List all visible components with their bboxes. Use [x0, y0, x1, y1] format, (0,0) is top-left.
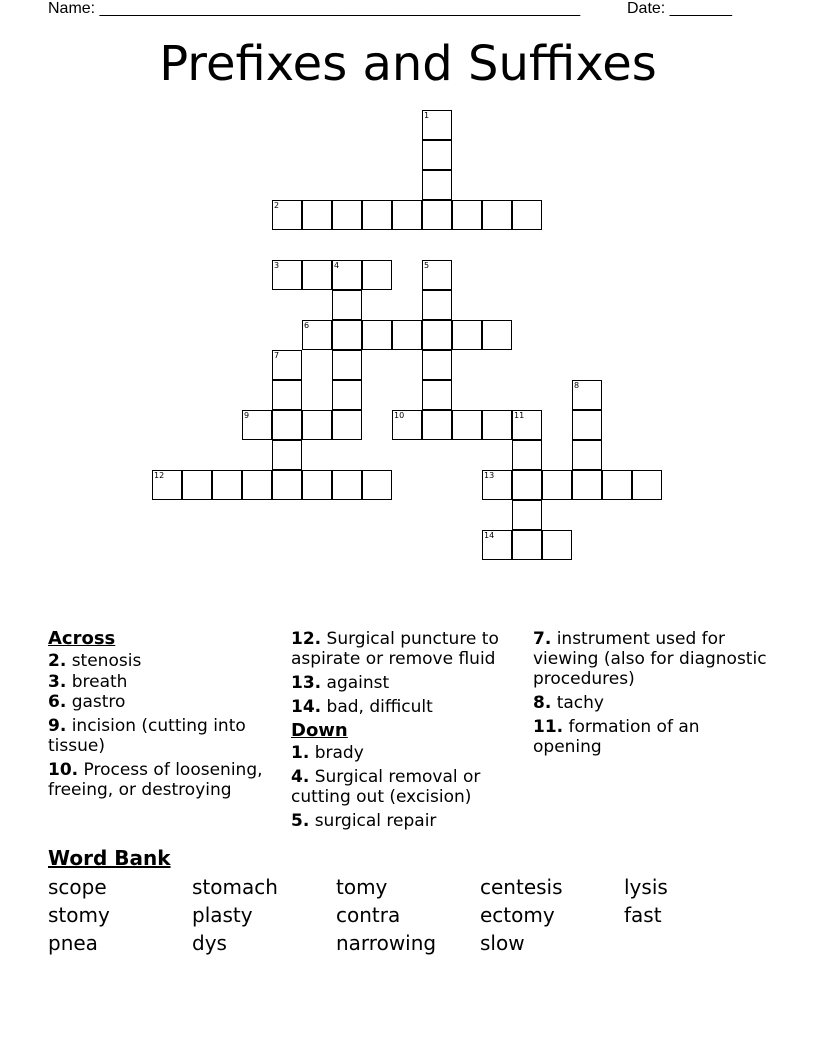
clue-column-1 [48, 629, 288, 804]
crossword-cell[interactable] [362, 200, 392, 230]
word-bank-item: tomy [336, 875, 388, 899]
crossword-cell[interactable] [452, 410, 482, 440]
word-bank-item: contra [336, 903, 401, 927]
clue-number-label: 10 [394, 411, 405, 420]
crossword-cell[interactable] [332, 380, 362, 410]
crossword-cell[interactable] [392, 320, 422, 350]
crossword-cell[interactable] [392, 200, 422, 230]
crossword-cell[interactable] [422, 410, 452, 440]
clue-across-6: 6. gastro [48, 692, 126, 712]
clue-number-label: 11 [514, 411, 525, 420]
crossword-cell[interactable] [362, 260, 392, 290]
crossword-cell[interactable] [422, 200, 452, 230]
clue-down-4: 4. Surgical removal or cutting out (excision) [291, 767, 481, 807]
crossword-cell[interactable] [332, 320, 362, 350]
crossword-cell[interactable] [452, 320, 482, 350]
clue-across-14: 14. bad, difficult [291, 697, 433, 717]
word-bank-item: dys [192, 931, 227, 955]
crossword-cell[interactable] [362, 470, 392, 500]
clue-number-label: 13 [484, 471, 495, 480]
crossword-cell[interactable] [332, 410, 362, 440]
clue-number-label: 14 [484, 531, 495, 540]
word-bank-item: slow [480, 931, 525, 955]
clue-number-label: 9 [244, 411, 250, 420]
down-heading: Down [291, 720, 348, 741]
clue-number-label: 8 [574, 381, 580, 390]
clue-number-label: 5 [424, 261, 430, 270]
crossword-cell[interactable] [512, 470, 542, 500]
across-heading: Across [48, 628, 116, 649]
word-bank-item: lysis [624, 875, 668, 899]
crossword-cell[interactable] [482, 200, 512, 230]
crossword-cell[interactable] [572, 470, 602, 500]
crossword-cell[interactable] [422, 140, 452, 170]
crossword-cell[interactable] [272, 410, 302, 440]
crossword-cell[interactable] [422, 350, 452, 380]
clue-number-label: 6 [304, 321, 310, 330]
crossword-cell[interactable] [302, 410, 332, 440]
crossword-cell[interactable] [302, 470, 332, 500]
crossword-cell[interactable] [602, 470, 632, 500]
crossword-cell[interactable] [272, 380, 302, 410]
clue-down-7: 7. instrument used for viewing (also for diagnostic procedures) [533, 629, 767, 689]
word-bank-title: Word Bank [48, 846, 171, 870]
crossword-cell[interactable] [302, 200, 332, 230]
crossword-cell[interactable] [512, 500, 542, 530]
clue-down-5: 5. surgical repair [291, 811, 437, 831]
word-bank-item: fast [624, 903, 662, 927]
crossword-cell[interactable] [572, 410, 602, 440]
word-bank-item: pnea [48, 931, 98, 955]
name-field[interactable]: Name: ______________________________________________________ [48, 0, 581, 17]
clue-column-3 [533, 629, 773, 761]
crossword-cell[interactable] [212, 470, 242, 500]
crossword-cell[interactable] [302, 260, 332, 290]
crossword-cell[interactable] [332, 470, 362, 500]
crossword-cell[interactable] [572, 440, 602, 470]
word-bank-item: plasty [192, 903, 253, 927]
clue-across-2: 2. stenosis [48, 651, 142, 671]
crossword-cell[interactable] [362, 320, 392, 350]
crossword-cell[interactable] [182, 470, 212, 500]
crossword-cell[interactable] [422, 380, 452, 410]
clue-number-label: 12 [154, 471, 165, 480]
clue-number-label: 2 [274, 201, 280, 210]
clue-column-2 [291, 629, 531, 835]
crossword-cell[interactable] [332, 200, 362, 230]
clue-across-3: 3. breath [48, 672, 128, 692]
crossword-cell[interactable] [512, 530, 542, 560]
crossword-cell[interactable] [542, 470, 572, 500]
clue-across-10: 10. Process of loosening, freeing, or destroying [48, 760, 263, 800]
crossword-cell[interactable] [482, 410, 512, 440]
crossword-cell[interactable] [272, 470, 302, 500]
clue-across-12: 12. Surgical puncture to aspirate or remove fluid [291, 629, 499, 669]
word-bank-item: ectomy [480, 903, 555, 927]
clue-across-9: 9. incision (cutting into tissue) [48, 716, 246, 756]
crossword-cell[interactable] [422, 170, 452, 200]
word-bank-item: centesis [480, 875, 563, 899]
clue-number-label: 1 [424, 111, 430, 120]
crossword-cell[interactable] [242, 470, 272, 500]
crossword-cell[interactable] [422, 320, 452, 350]
clue-number-label: 3 [274, 261, 280, 270]
date-field[interactable]: Date: _______ [627, 0, 732, 17]
word-bank-item: narrowing [336, 931, 437, 955]
crossword-cell[interactable] [332, 350, 362, 380]
crossword-cell[interactable] [422, 290, 452, 320]
crossword-cell[interactable] [542, 530, 572, 560]
clue-number-label: 4 [334, 261, 340, 270]
clue-down-11: 11. formation of an opening [533, 717, 700, 757]
crossword-cell[interactable] [272, 440, 302, 470]
crossword-cell[interactable] [632, 470, 662, 500]
crossword-cell[interactable] [482, 320, 512, 350]
word-bank-item: stomach [192, 875, 278, 899]
crossword-cell[interactable] [332, 290, 362, 320]
clue-down-8: 8. tachy [533, 693, 604, 713]
clue-across-13: 13. against [291, 673, 390, 693]
word-bank-item: scope [48, 875, 107, 899]
crossword-cell[interactable] [512, 200, 542, 230]
crossword-cell[interactable] [452, 200, 482, 230]
page-title: Prefixes and Suffixes [159, 36, 657, 92]
crossword-cell[interactable] [512, 440, 542, 470]
clue-number-label: 7 [274, 351, 280, 360]
word-bank-item: stomy [48, 903, 110, 927]
clue-down-1: 1. brady [291, 743, 364, 763]
